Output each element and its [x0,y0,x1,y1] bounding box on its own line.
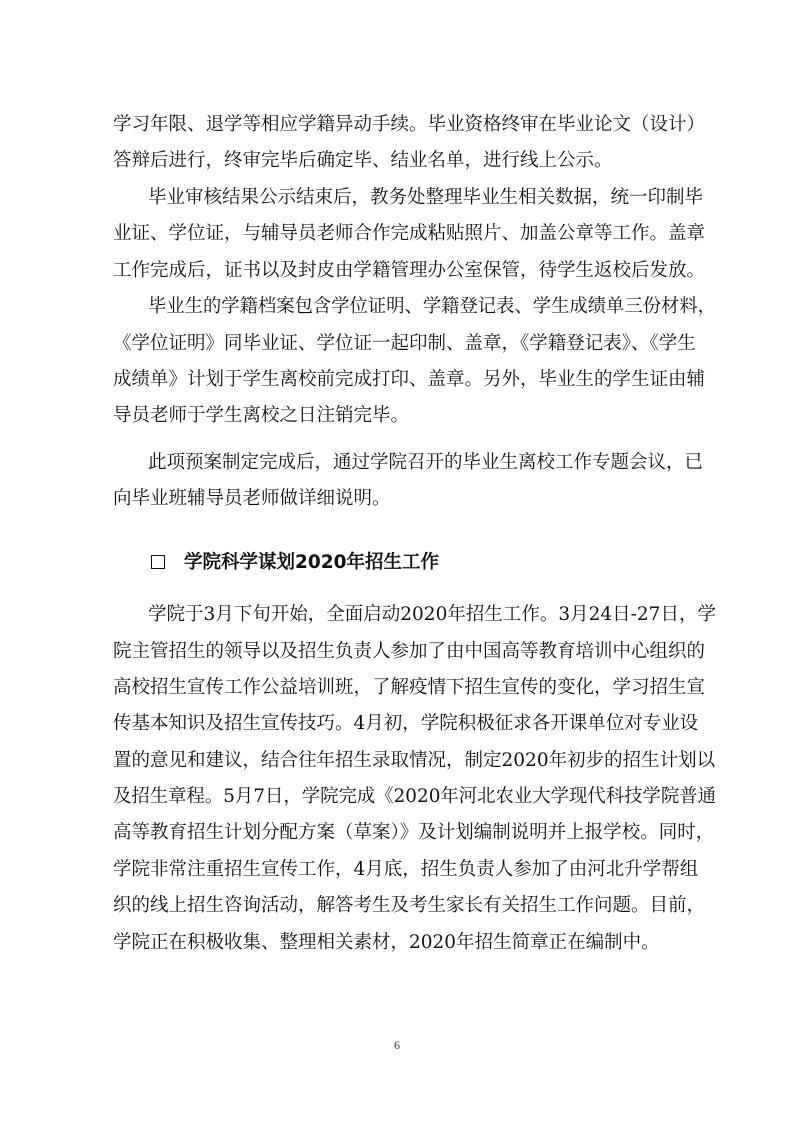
paragraph-line [0,181,794,215]
paragraph-line [0,108,794,142]
line-text: 业证、学位证，与辅导员老师合作完成粘贴照片、加盖公章等工作。盖章 [113,223,706,244]
paragraph-line [0,254,794,288]
paragraph-line [0,853,794,887]
line-text: 答辩后进行，终审完毕后确定毕、结业名单，进行线上公示。 [113,150,613,171]
line-text: 织的线上招生咨询活动，解答考生及考生家长有关招生工作问题。目前， [113,895,706,916]
paragraph-line [0,290,794,324]
paragraph-line [0,144,794,178]
paragraph-line [0,446,794,480]
line-text: 置的意见和建议，结合往年招生录取情况，制定2020年初步的招生计划以 [113,750,716,771]
paragraph-line [0,363,794,397]
paragraph-line [0,926,794,960]
checkbox-bullet-icon [151,555,165,569]
line-text: 工作完成后，证书以及封皮由学籍管理办公室保管，待学生返校后发放。 [113,260,706,281]
line-text: 《学位证明》同毕业证、学位证一起印制、盖章，《学籍登记表》、《学生 [113,333,696,354]
line-text: 学院非常注重招生宣传工作，4月底，招生负责人参加了由河北升学帮组 [113,859,699,880]
paragraph-line [0,327,794,361]
page-number: 6 [394,1038,400,1052]
line-text: 传基本知识及招生宣传技巧。4月初，学院积极征求各开课单位对专业设 [113,713,699,734]
line-text: 高等教育招生计划分配方案（草案）》及计划编制说明并上报学校。同时， [113,822,715,843]
paragraph-line [0,635,794,669]
line-text: 学院正在积极收集、整理相关素材，2020年招生简章正在编制中。 [113,932,660,953]
paragraph-line [0,816,794,850]
paragraph-line [0,598,794,632]
line-text: 成绩单》计划于学生离校前完成打印、盖章。另外，毕业生的学生证由辅 [113,369,706,390]
paragraph-line [0,482,794,516]
line-text: 院主管招生的领导以及招生负责人参加了由中国高等教育培训中心组织的 [113,641,706,662]
line-text: 高校招生宣传工作公益培训班，了解疫情下招生宣传的变化，学习招生宣 [113,677,706,698]
line-text: 及招生章程。5月7日，学院完成《2020年河北农业大学现代科技学院普通 [113,786,716,807]
line-text: 毕业生的学籍档案包含学位证明、学籍登记表、学生成绩单三份材料， [148,296,717,317]
line-text: 毕业审核结果公示结束后，教务处整理毕业生相关数据，统一印制毕 [148,187,704,208]
paragraph-line [0,217,794,251]
section-title: 学院科学谋划2020年招生工作 [184,552,439,573]
paragraph-line [0,707,794,741]
paragraph-line [0,399,794,433]
line-text: 向毕业班辅导员老师做详细说明。 [113,488,391,509]
section-heading [0,546,794,580]
paragraph-line [0,780,794,814]
line-text: 学院于3月下旬开始，全面启动2020年招生工作。3月24日-27日，学 [148,604,716,625]
paragraph-line [0,744,794,778]
line-text: 学习年限、退学等相应学籍异动手续。毕业资格终审在毕业论文（设计） [113,114,706,135]
line-text: 此项预案制定完成后，通过学院召开的毕业生离校工作专题会议，已 [148,452,704,473]
paragraph-line [0,889,794,923]
line-text: 导员老师于学生离校之日注销完毕。 [113,405,410,426]
paragraph-line [0,671,794,705]
